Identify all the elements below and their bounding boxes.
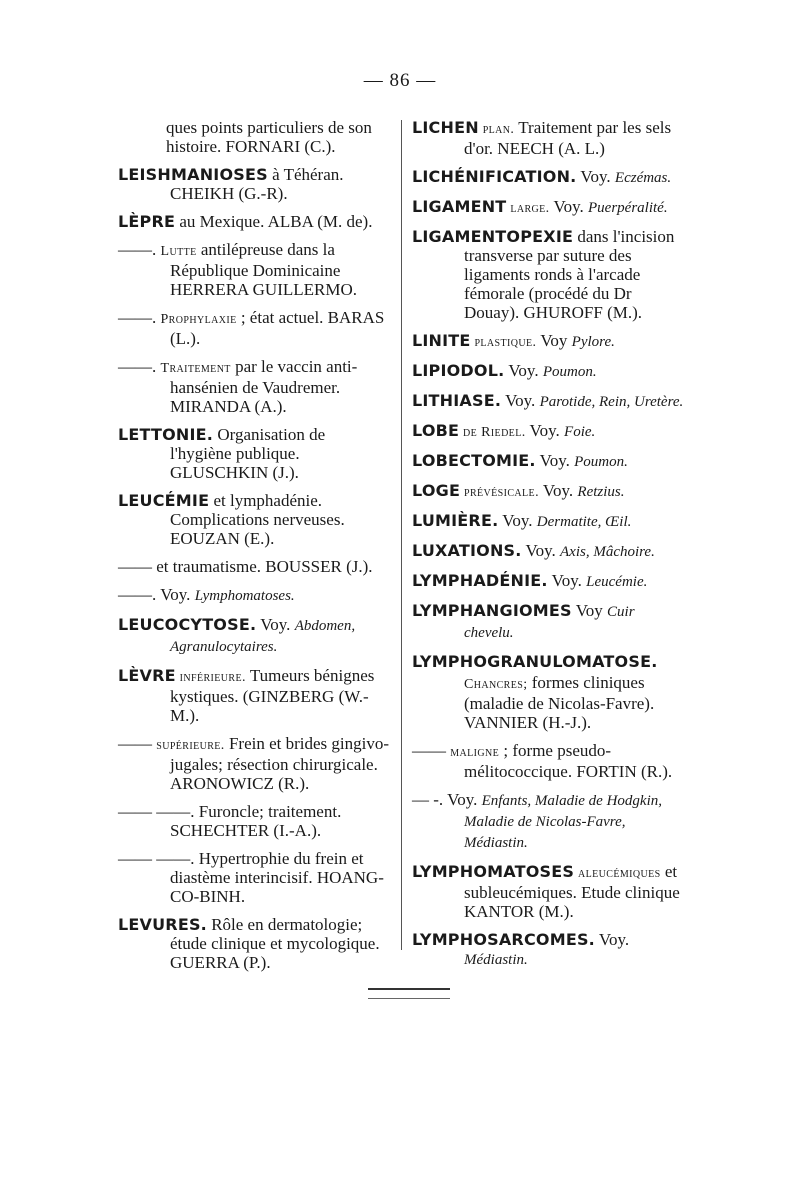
repeat-dash: — -. (412, 790, 448, 809)
entry-heading: LYMPHOSARCOMES. (412, 930, 595, 949)
entry-heading: LOBE (412, 421, 460, 440)
index-entry (118, 425, 390, 482)
index-entry (118, 212, 390, 231)
entry-text: ; état actuel. BARAS (L.). (170, 308, 385, 348)
entry-text: Furoncle; traitement. SCHECHTER (I.-A.). (170, 802, 342, 840)
entry-text: à Téhéran. CHEIKH (G.-R). (170, 165, 344, 203)
entry-text: Voy. (535, 451, 575, 470)
cross-reference: Leucémie. (586, 574, 648, 590)
entry-text: Voy. (538, 481, 578, 500)
repeat-dash: —— (412, 741, 451, 760)
repeat-dash: —— (118, 557, 157, 576)
entry-heading: LOGE (412, 481, 461, 500)
index-entry (412, 541, 684, 562)
entry-heading: LEUCOCYTOSE. (118, 615, 257, 634)
index-entry (412, 930, 684, 970)
entry-subheading: prévésicale. (460, 485, 539, 500)
entry-text: ; forme pseudo-mélitococcique. FORTIN (R.). (464, 741, 673, 781)
index-entry (412, 118, 684, 158)
entry-subheading: supérieure. (156, 738, 225, 753)
entry-heading: LOBECTOMIE. (412, 451, 536, 470)
cross-reference: Puerpéralité. (588, 200, 668, 216)
entry-text: Rôle en dermatologie; étude clinique et mycologique. GUERRA (P.). (170, 915, 380, 972)
entry-text: Traitement par les sels d'or. NEECH (A. L.) (464, 118, 672, 158)
entry-text: antilépreuse dans la République Dominicaine HERRERA GUILLERMO. (170, 240, 357, 299)
entry-subheading: Traitement (160, 361, 231, 376)
index-entry (118, 165, 390, 203)
entry-text: Voy. (447, 790, 482, 809)
index-entry (118, 802, 390, 840)
entry-heading: LICHEN (412, 118, 479, 137)
repeat-dash: —— (118, 734, 157, 753)
index-entry (412, 167, 684, 188)
repeat-dash: —— ——. (118, 849, 199, 868)
index-entry (412, 451, 684, 472)
column-divider (401, 120, 402, 950)
cross-reference: Dermatite, Œil. (536, 514, 632, 530)
entry-heading: LINITE (412, 331, 471, 350)
index-entry (412, 511, 684, 532)
index-entry (412, 862, 684, 921)
index-entry (412, 790, 684, 853)
index-entry (118, 915, 390, 972)
page-number: — 86 — (363, 70, 437, 91)
entry-text: Voy. (547, 571, 587, 590)
entry-heading: LITHIASE. (412, 391, 502, 410)
entry-text: Voy. (501, 391, 540, 410)
entry-text: Voy (571, 601, 608, 620)
cross-reference: Médiastin. (464, 952, 528, 968)
entry-text: et subleucémiques. Etude clinique KANTOR (M.). (464, 862, 680, 921)
entry-subheading: inférieure. (175, 670, 246, 685)
index-entry (412, 652, 684, 732)
cross-reference: Retzius. (577, 484, 625, 500)
entry-heading: LEVURES. (118, 915, 207, 934)
index-entry (412, 331, 684, 352)
entry-text: Voy. (256, 615, 295, 634)
index-entry (412, 197, 684, 218)
entry-heading: LÈVRE (118, 666, 176, 685)
cross-reference: Pylore. (571, 334, 615, 350)
cross-reference: Enfants, Maladie de Hodgkin, Maladie de Nicolas-Favre, Médiastin. (464, 793, 662, 851)
cross-reference: Cuir chevelu. (464, 604, 635, 641)
entry-heading: LIGAMENT (412, 197, 507, 216)
entry-text: Voy. (594, 930, 630, 949)
repeat-dash: ——. (118, 357, 161, 376)
entry-heading: LYMPHADÉNIE. (412, 571, 548, 590)
entry-heading: LYMPHOGRANULOMATOSE. (412, 652, 658, 671)
entry-text: Voy. (521, 541, 560, 560)
entry-subheading: de Riedel. (459, 425, 526, 440)
index-entry (412, 601, 684, 643)
entry-text: Voy (536, 331, 572, 350)
entry-heading: LUMIÈRE. (412, 511, 499, 530)
index-entry (118, 357, 390, 416)
entry-text: par le vaccin anti-hansénien de Vaudremer. MIRANDA (A.). (170, 357, 358, 416)
index-entry (118, 491, 390, 548)
entry-text: Hypertrophie du frein et diastème interincisif. HOANG-CO-BINH. (170, 849, 384, 906)
cross-reference: Poumon. (542, 364, 597, 380)
repeat-dash: ——. (118, 585, 161, 604)
entry-heading: LÈPRE (118, 212, 176, 231)
entry-heading: LETTONIE. (118, 425, 214, 444)
index-entry (412, 227, 684, 322)
entry-subheading: large. (506, 201, 550, 216)
cross-reference: Parotide, Rein, Uretère. (539, 394, 684, 410)
continuation-text: ques points particuliers de son histoire. FORNARI (C.). (166, 118, 372, 156)
repeat-dash: ——. (118, 240, 161, 259)
index-entry (412, 361, 684, 382)
entry-text: Organisation de l'hygiène publique. GLUSCHKIN (J.). (170, 425, 326, 482)
entry-heading: LIGAMENTOPEXIE (412, 227, 574, 246)
entry-text: et lymphadénie. Complications nerveuses. EOUZAN (E.). (170, 491, 345, 548)
repeat-dash: ——. (118, 308, 161, 327)
entry-text: Voy. (498, 511, 537, 530)
index-entry (412, 481, 684, 502)
index-entry (118, 849, 390, 906)
entry-subheading: Chancres; (464, 677, 528, 692)
entry-subheading: maligne (450, 745, 500, 760)
printer-mark (368, 988, 450, 999)
index-entry (118, 666, 390, 725)
index-entry (412, 421, 684, 442)
index-entry (118, 308, 390, 348)
index-entry (118, 118, 390, 156)
index-entry (118, 240, 390, 299)
right-column (412, 118, 684, 979)
entry-text: dans l'incision transverse par suture des ligaments ronds à l'arcade fémorale (procédé du Dr Douay). GHUROFF (M.). (464, 227, 675, 322)
entry-text: Voy. (549, 197, 588, 216)
cross-reference: Abdomen, Agranulocytaires. (170, 618, 356, 655)
entry-text: au Mexique. ALBA (M. de). (175, 212, 373, 231)
entry-text: Voy. (576, 167, 615, 186)
entry-heading: LYMPHOMATOSES (412, 862, 575, 881)
index-entry (118, 585, 390, 606)
entry-heading: LIPIODOL. (412, 361, 505, 380)
index-entry (412, 741, 684, 781)
entry-heading: LYMPHANGIOMES (412, 601, 572, 620)
entry-subheading: Lutte (160, 244, 197, 259)
cross-reference: Eczémas. (614, 170, 672, 186)
entry-subheading: Prophylaxie (160, 312, 237, 327)
cross-reference: Lymphomatoses. (194, 588, 295, 604)
cross-reference: Poumon. (574, 454, 628, 470)
entry-heading: LUXATIONS. (412, 541, 522, 560)
entry-heading: LEISHMANIOSES (118, 165, 268, 184)
entry-text: Frein et brides gingivo-jugales; résection chirurgicale. ARONOWICZ (R.). (170, 734, 390, 793)
entry-text: Tumeurs bénignes kystiques. (GINZBERG (W.-M.). (170, 666, 375, 725)
entry-text: Voy. (525, 421, 565, 440)
entry-heading: LICHÉNIFICATION. (412, 167, 577, 186)
index-entry (412, 391, 684, 412)
index-entry (118, 734, 390, 793)
entry-text: Voy. (504, 361, 543, 380)
cross-reference: Axis, Mâchoire. (560, 544, 655, 560)
cross-reference: Foie. (564, 424, 596, 440)
index-entry (412, 571, 684, 592)
entry-text: et traumatisme. BOUSSER (J.). (156, 557, 373, 576)
entry-text: Voy. (160, 585, 195, 604)
repeat-dash: —— ——. (118, 802, 199, 821)
entry-subheading: aleucémiques (574, 866, 661, 881)
entry-subheading: plan. (478, 122, 515, 137)
index-entry (118, 557, 390, 576)
entry-text: formes cliniques (maladie de Nicolas-Favre). VANNIER (H.-J.). (464, 673, 655, 732)
left-column (118, 118, 390, 981)
index-entry (118, 615, 390, 657)
entry-heading: LEUCÉMIE (118, 491, 210, 510)
entry-subheading: plastique. (470, 335, 537, 350)
